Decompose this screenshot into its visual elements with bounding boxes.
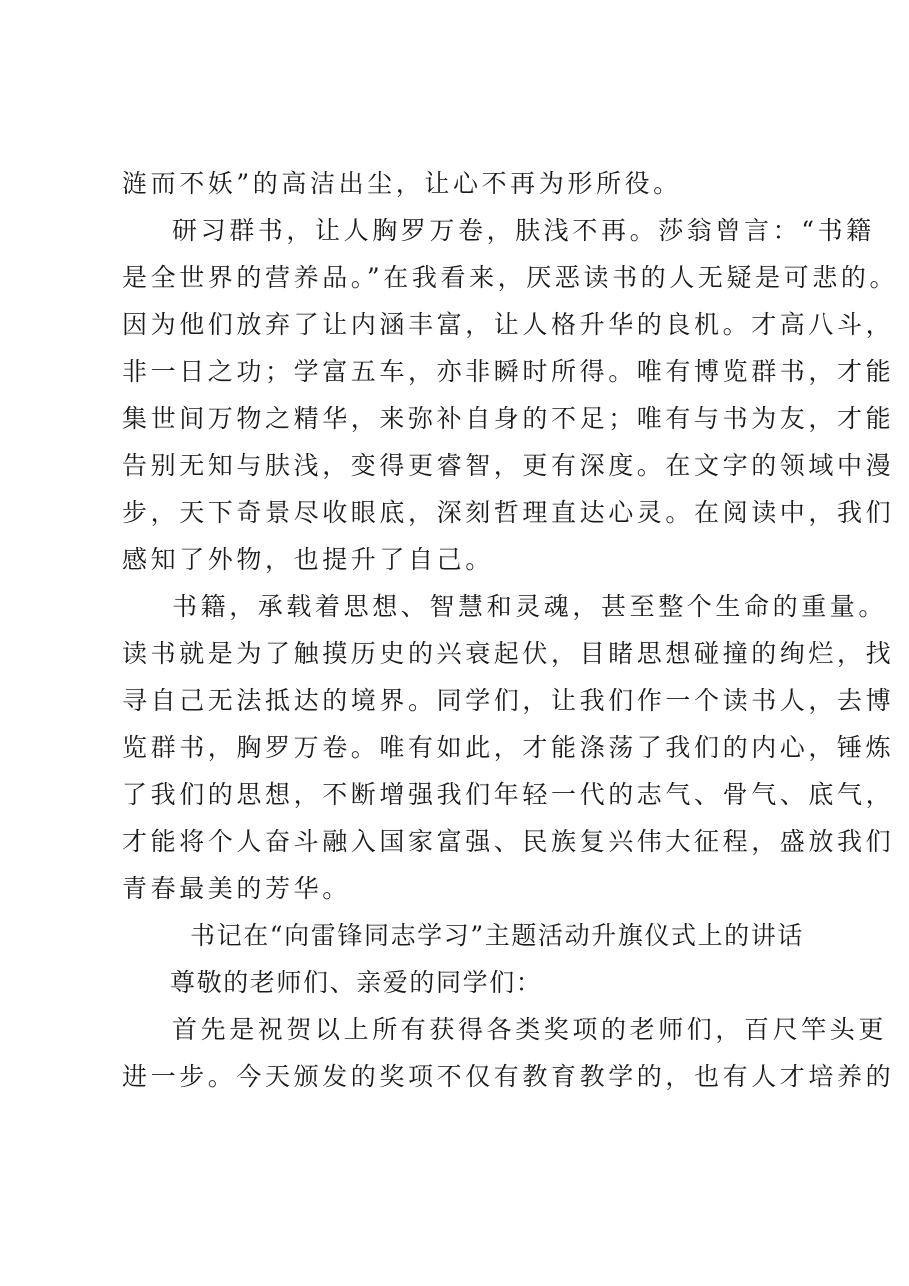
text-line: 感知了外物，也提升了自己。 xyxy=(122,545,494,574)
text-line: 览群书，胸罗万卷。唯有如此，才能涤荡了我们的内心，锤炼 xyxy=(122,733,895,762)
text-line: 了我们的思想，不断增强我们年轻一代的志气、骨气、底气， xyxy=(122,780,895,809)
text-line: 非一日之功；学富五车，亦非瞬时所得。唯有博览群书，才能 xyxy=(122,357,895,386)
text-line: 进一步。今天颁发的奖项不仅有教育教学的，也有人才培养的 xyxy=(122,1062,895,1091)
text-line: 书籍，承载着思想、智慧和灵魂，甚至整个生命的重量。 xyxy=(172,592,888,621)
text-line: 因为他们放弃了让内涵丰富，让人格升华的良机。才高八斗， xyxy=(122,310,895,339)
text-line: 集世间万物之精华，来弥补自身的不足；唯有与书为友，才能 xyxy=(122,404,895,433)
text-line: 是全世界的营养品。”在我看来，厌恶读书的人无疑是可悲的。 xyxy=(122,263,899,292)
salutation: 尊敬的老师们、亲爱的同学们： xyxy=(170,968,543,997)
text-line: 涟而不妖”的高洁出尘，让心不再为形所役。 xyxy=(122,169,682,198)
text-line: 青春最美的芳华。 xyxy=(122,874,351,903)
text-line: 步，天下奇景尽收眼底，深刻哲理直达心灵。在阅读中，我们 xyxy=(122,498,895,527)
text-line: 研习群书，让人胸罗万卷，肤浅不再。莎翁曾言：“书籍 xyxy=(172,216,875,245)
text-line: 读书就是为了触摸历史的兴衰起伏，目睹思想碰撞的绚烂，找 xyxy=(122,639,895,668)
text-line: 首先是祝贺以上所有获得各类奖项的老师们，百尺竿头更 xyxy=(172,1015,888,1044)
text-line: 才能将个人奋斗融入国家富强、民族复兴伟大征程，盛放我们 xyxy=(122,827,895,856)
text-line: 告别无知与肤浅，变得更睿智，更有深度。在文字的领域中漫 xyxy=(122,451,895,480)
text-line: 寻自己无法抵达的境界。同学们，让我们作一个读书人，去博 xyxy=(122,686,895,715)
speech-title: 书记在“向雷锋同志学习”主题活动升旗仪式上的讲话 xyxy=(190,921,804,950)
